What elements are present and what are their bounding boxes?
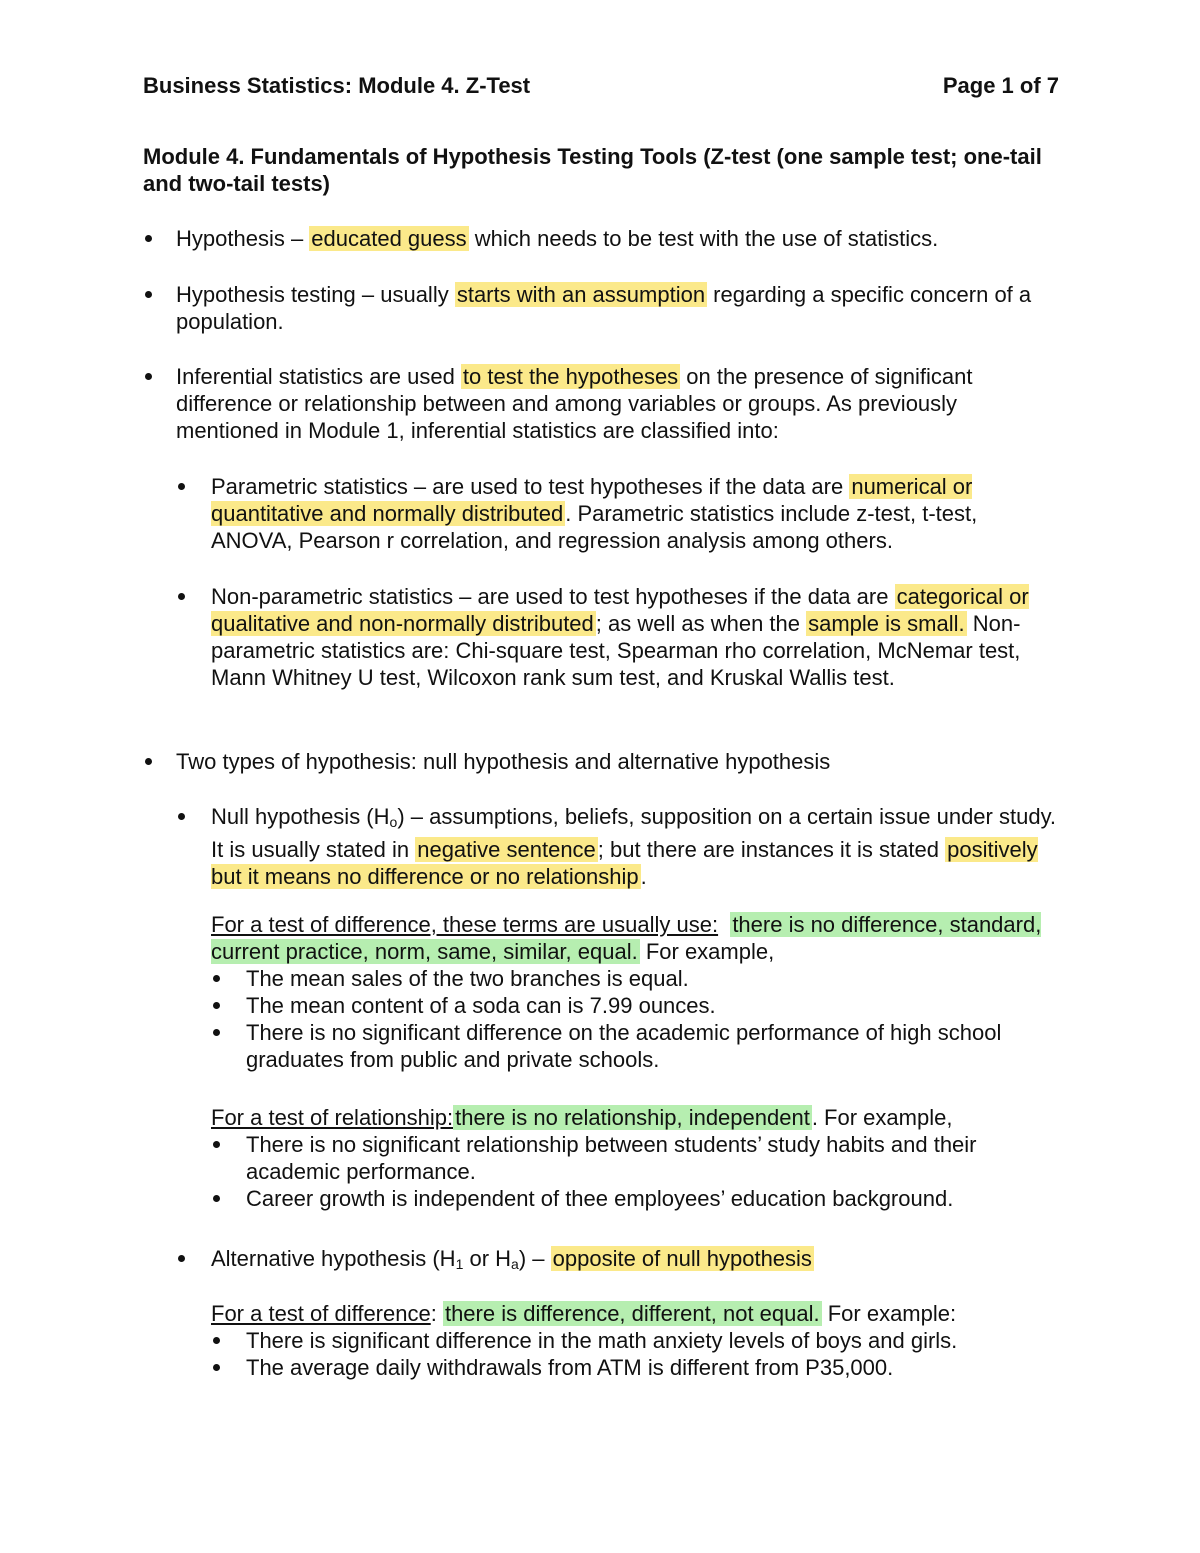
highlight: sample is small.	[808, 611, 965, 636]
bullet-nonparametric: Non-parametric statistics – are used to test hypotheses if the data are categorical or qualitative and non-normally distributed; as well as when the sample is small. Non-parametric statistics are: Chi-square test, Spearman rho correlation, McNemar test, Mann Whitney U test, Wilcoxon rank sum test, and Kruskal Wallis test.	[176, 583, 1059, 691]
bullet-null-hypothesis: Null hypothesis $(H_o)$ – assumptions, beliefs, supposition on a certain issue under study. It is usually stated in negative sentence; but there are instances it is stated positively but it means no difference or no relationship.	[176, 803, 1059, 890]
highlight: positively but it means no difference or no relationship	[211, 837, 1038, 889]
alt-difference-block: For a test of difference: there is difference, different, not equal. For example: There is significant difference in the math anxiety levels of boys and girls. The average daily withdrawals from ATM is different from P35,000.	[211, 1300, 1059, 1381]
list-item: The mean sales of the two branches is equal.	[211, 965, 1059, 992]
list-item: The mean content of a soda can is 7.99 ounces.	[211, 992, 1059, 1019]
bullet-dot-icon	[145, 235, 152, 242]
page-header	[143, 72, 1059, 99]
underlined-label: For a test of relationship:	[211, 1105, 454, 1130]
bullet-dot-icon	[213, 1002, 220, 1009]
null-difference-block: For a test of difference, these terms are usually use: there is no difference, standard, current practice, norm, same, similar, equal. For example, The mean sales of the two branches is equal. The mean content of a soda can is 7.99 ounces. There is no significant difference on the academic performance of high school graduates from public and private schools.	[211, 911, 1059, 1073]
null-relationship-block: For a test of relationship:there is no relationship, independent. For example, There is no significant relationship between students’ study habits and their academic performance. Career growth is independent of thee employees’ education background.	[211, 1104, 1059, 1212]
list-item: Career growth is independent of thee employees’ education background.	[211, 1185, 1059, 1212]
bullet-dot-icon	[213, 975, 220, 982]
list-item: There is no significant relationship between students’ study habits and their academic performance.	[211, 1131, 1059, 1185]
bullet-dot-icon	[213, 1337, 220, 1344]
header-left: Business Statistics: Module 4. Z-Test	[143, 73, 531, 98]
underlined-label: For a test of difference, these terms are usually use:	[211, 912, 719, 937]
list-item: There is no significant difference on the academic performance of high school graduates from public and private schools.	[211, 1019, 1059, 1073]
bullet-dot-icon	[178, 813, 185, 820]
bullet-two-types: Two types of hypothesis: null hypothesis and alternative hypothesis	[143, 748, 1059, 775]
highlight: there is difference, different, not equal.	[444, 1301, 820, 1326]
bullet-dot-icon	[145, 291, 152, 298]
list-item: The average daily withdrawals from ATM is different from P35,000.	[211, 1354, 1059, 1381]
page-number: Page 1 of 7	[942, 73, 1059, 98]
highlight: opposite of null hypothesis	[552, 1246, 812, 1271]
highlight: categorical or qualitative and non-normally distributed	[211, 584, 1029, 636]
bullet-alternative-hypothesis: Alternative hypothesis ($H_1$ or $H_a$) – opposite of null hypothesis	[176, 1245, 1059, 1278]
highlight: educated guess	[311, 226, 467, 251]
highlight: starts with an assumption	[456, 282, 706, 307]
bullet-hypothesis-testing: Hypothesis testing – usually starts with an assumption regarding a specific concern of a population.	[143, 281, 1059, 335]
bullet-dot-icon	[213, 1364, 220, 1371]
bullet-dot-icon	[213, 1195, 220, 1202]
module-title: Module 4. Fundamentals of Hypothesis Testing Tools (Z-test (one sample test; one-tail and two-tail tests)	[143, 144, 1042, 196]
bullet-hypothesis: Hypothesis – educated guess which needs to be test with the use of statistics.	[143, 225, 1059, 252]
bullet-dot-icon	[213, 1141, 220, 1148]
highlight: there is no relationship, independent	[455, 1105, 810, 1130]
underlined-label: For a test of difference	[211, 1301, 431, 1326]
highlight: to test the hypotheses	[462, 364, 679, 389]
highlight: there is no difference, standard, current practice, norm, same, similar, equal.	[211, 912, 1042, 964]
bullet-dot-icon	[178, 1255, 185, 1262]
bullet-parametric: Parametric statistics – are used to test hypotheses if the data are numerical or quantitative and normally distributed. Parametric statistics include z-test, t-test, ANOVA, Pearson r correlation, and regression analysis among others.	[176, 473, 1059, 554]
bullet-dot-icon	[145, 758, 152, 765]
bullet-inferential: Inferential statistics are used to test the hypotheses on the presence of significant difference or relationship between and among variables or groups. As previously mentioned in Module 1, inferential statistics are classified into:	[143, 363, 1059, 444]
list-item: There is significant difference in the math anxiety levels of boys and girls.	[211, 1327, 1059, 1354]
highlight: negative sentence	[417, 837, 596, 862]
bullet-dot-icon	[178, 593, 185, 600]
bullet-dot-icon	[213, 1029, 220, 1036]
highlight: numerical or quantitative and normally distributed	[211, 474, 973, 526]
bullet-dot-icon	[145, 373, 152, 380]
bullet-dot-icon	[178, 483, 185, 490]
